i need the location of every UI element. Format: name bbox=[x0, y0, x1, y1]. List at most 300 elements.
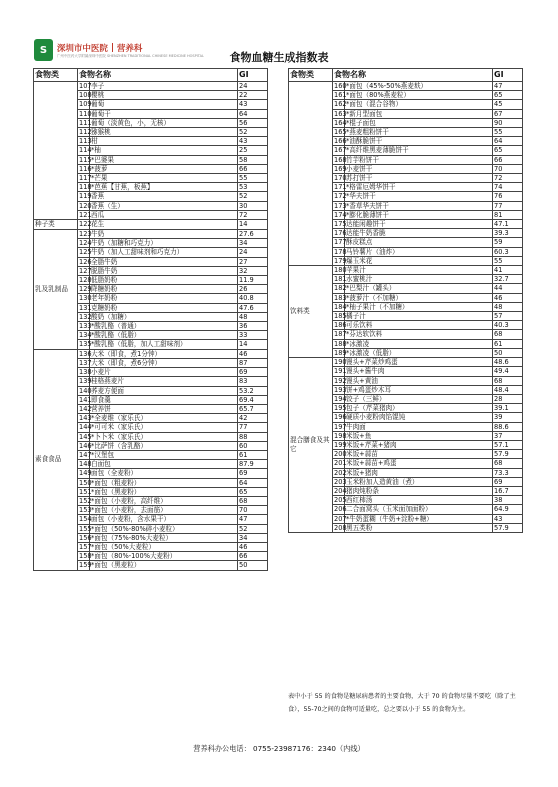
row-number-cell: 198 bbox=[334, 431, 347, 440]
food-name-cell: 牛肉面 bbox=[345, 422, 493, 431]
food-name-cell: *面包（小麦粉，高纤维） bbox=[90, 496, 238, 505]
food-name-cell: 西红柿汤 bbox=[345, 496, 493, 505]
food-name-cell: 包子（芹菜猪肉） bbox=[345, 404, 493, 413]
gi-value-cell: 47 bbox=[238, 515, 268, 524]
gi-value-cell: 48 bbox=[238, 312, 268, 321]
food-name-cell: 馒头+酱牛肉 bbox=[345, 367, 493, 376]
food-name-cell: 可乐饮料 bbox=[345, 321, 493, 330]
row-number-cell: 159 bbox=[79, 561, 92, 570]
row-number-cell: 192 bbox=[334, 376, 347, 385]
page-title: 食物血糖生成指数表 bbox=[229, 51, 329, 64]
row-number-cell: 176 bbox=[334, 229, 347, 238]
row-number-cell: 204 bbox=[334, 486, 347, 495]
row-number-cell: 110 bbox=[79, 109, 92, 118]
gi-value-cell: 33 bbox=[238, 331, 268, 340]
gi-value-cell: 87.9 bbox=[238, 460, 268, 469]
food-name-cell: 米饭+芹菜+猪肉 bbox=[345, 440, 493, 449]
column-header-gi: GI bbox=[493, 69, 523, 82]
food-name-cell: 老年奶粉 bbox=[90, 294, 238, 303]
food-name-cell: 全脂牛奶 bbox=[90, 257, 238, 266]
food-name-cell: 脱脂牛奶 bbox=[90, 266, 238, 275]
food-name-cell: *菠萝汁（不加糖） bbox=[345, 293, 493, 302]
food-name-cell: *高纤维黑麦薄脆饼干 bbox=[345, 146, 493, 155]
food-name-cell: 香蕉 bbox=[90, 192, 238, 201]
gi-value-cell: 64 bbox=[238, 109, 268, 118]
food-name-cell: 葡萄 bbox=[90, 100, 238, 109]
row-number-cell: 126 bbox=[79, 257, 92, 266]
food-name-cell: 苹果汁 bbox=[345, 266, 493, 275]
food-name-cell: 米饭+蒜苗 bbox=[345, 450, 493, 459]
row-number-cell: 111 bbox=[79, 118, 92, 127]
food-name-cell: 葡萄干 bbox=[90, 109, 238, 118]
food-name-cell: *柚 bbox=[90, 146, 238, 155]
food-category-cell bbox=[34, 82, 78, 220]
gi-value-cell: 57.1 bbox=[493, 440, 523, 449]
gi-value-cell: 69 bbox=[493, 477, 523, 486]
food-name-cell: 李子 bbox=[90, 82, 238, 91]
food-name-cell: 面包（小麦粉，含水果干） bbox=[90, 515, 238, 524]
gi-value-cell: 87 bbox=[238, 358, 268, 367]
row-number-cell: 172 bbox=[334, 192, 347, 201]
gi-value-cell: 56 bbox=[238, 118, 268, 127]
food-name-cell: 即食羹 bbox=[90, 395, 238, 404]
gi-value-cell: 37 bbox=[493, 431, 523, 440]
gi-value-cell: 47 bbox=[493, 82, 523, 91]
row-number-cell: 123 bbox=[79, 230, 92, 239]
row-number-cell: 182 bbox=[334, 284, 347, 293]
row-number-cell: 145 bbox=[79, 432, 92, 441]
table-header-row bbox=[34, 69, 268, 82]
hospital-name: 深圳市中医院 bbox=[56, 43, 108, 54]
row-number-cell: 141 bbox=[79, 395, 92, 404]
row-number-cell: 122 bbox=[79, 220, 92, 229]
table-row bbox=[34, 82, 268, 91]
row-number-cell: 129 bbox=[79, 285, 92, 294]
hospital-tagline: 广州中医药大学附属深圳中医院 SHENZHEN TRADITIONAL CHINESE MEDICINE HOSPITAL bbox=[56, 53, 204, 58]
table-row bbox=[289, 358, 523, 367]
row-number-cell: 188 bbox=[334, 339, 347, 348]
row-number-cell: 115 bbox=[79, 155, 92, 164]
food-name-cell: *面包（粗麦粉） bbox=[90, 478, 238, 487]
row-number-cell: 201 bbox=[334, 459, 347, 468]
gi-value-cell: 40.3 bbox=[493, 321, 523, 330]
row-number-cell: 133 bbox=[79, 322, 92, 331]
food-name-cell: 牛奶（加人工甜味剂和巧克力） bbox=[90, 248, 238, 257]
food-name-cell: 荞麦方便面 bbox=[90, 386, 238, 395]
gi-value-cell: 43 bbox=[238, 100, 268, 109]
food-name-cell: 猕猴桃 bbox=[90, 128, 238, 137]
row-number-cell: 178 bbox=[334, 247, 347, 256]
gi-value-cell: 65 bbox=[238, 487, 268, 496]
gi-value-cell: 26 bbox=[238, 285, 268, 294]
gi-value-cell: 68 bbox=[238, 496, 268, 505]
gi-value-cell: 57 bbox=[493, 312, 523, 321]
gi-value-cell: 44 bbox=[493, 284, 523, 293]
gi-value-cell: 77 bbox=[238, 423, 268, 432]
food-name-cell: 香蕉（生） bbox=[90, 201, 238, 210]
gi-value-cell: 88.6 bbox=[493, 422, 523, 431]
gi-value-cell: 55 bbox=[238, 174, 268, 183]
gi-value-cell: 43 bbox=[238, 137, 268, 146]
gi-value-cell: 40.8 bbox=[238, 294, 268, 303]
column-header-food-name: 食物名称 bbox=[78, 69, 238, 82]
row-number-cell: 112 bbox=[79, 128, 92, 137]
row-number-cell: 196 bbox=[334, 413, 347, 422]
table-header-row bbox=[289, 69, 523, 82]
gi-usage-note: 表中小于 55 的食物是糖尿病患者的主要食物，大于 70 的食物尽量不要吃（除了主食），55-70之间的食物可适量吃，总之要以小于 55 的食物为主。 bbox=[288, 693, 516, 713]
gi-value-cell: 42 bbox=[238, 414, 268, 423]
row-number-cell: 175 bbox=[334, 220, 347, 229]
gi-value-cell: 88 bbox=[238, 432, 268, 441]
food-name-cell: 爆玉米花 bbox=[345, 256, 493, 265]
food-name-cell: *芒果 bbox=[90, 174, 238, 183]
food-name-cell: 面包（全麦粉） bbox=[90, 469, 238, 478]
gi-value-cell: 70 bbox=[238, 506, 268, 515]
food-name-cell: 白面包 bbox=[90, 460, 238, 469]
food-name-cell: *菠萝 bbox=[90, 164, 238, 173]
gi-value-cell: 43 bbox=[493, 514, 523, 523]
gi-value-cell: 14 bbox=[238, 340, 268, 349]
row-number-cell: 189 bbox=[334, 348, 347, 357]
food-name-cell: *汉堡包 bbox=[90, 450, 238, 459]
column-header-gi: GI bbox=[238, 69, 268, 82]
gi-value-cell: 65 bbox=[493, 146, 523, 155]
gi-value-cell: 27.6 bbox=[238, 230, 268, 239]
gi-value-cell: 66 bbox=[493, 155, 523, 164]
column-header-food-name: 食物名称 bbox=[333, 69, 493, 82]
food-name-cell: *酸乳酪（低脂，加人工甜味剂） bbox=[90, 340, 238, 349]
table-row bbox=[34, 230, 268, 239]
row-number-cell: 113 bbox=[79, 137, 92, 146]
food-name-cell: 葡萄（淡黄色，小，无核） bbox=[90, 118, 238, 127]
row-number-cell: 148 bbox=[79, 460, 92, 469]
gi-value-cell: 57.9 bbox=[493, 523, 523, 532]
row-number-cell: 121 bbox=[79, 210, 92, 219]
gi-value-cell: 48.4 bbox=[493, 385, 523, 394]
table-row bbox=[34, 220, 268, 230]
row-number-cell: 119 bbox=[79, 192, 92, 201]
food-name-cell: 橘子汁 bbox=[345, 312, 493, 321]
row-number-cell: 208 bbox=[334, 523, 347, 532]
column-header-category: 食物类 bbox=[34, 69, 78, 82]
food-name-cell: *冰激凌（低脂） bbox=[345, 348, 493, 357]
gi-value-cell: 81 bbox=[493, 210, 523, 219]
gi-value-cell: 66 bbox=[238, 164, 268, 173]
row-number-cell: 162 bbox=[334, 100, 347, 109]
row-number-cell: 167 bbox=[334, 146, 347, 155]
gi-value-cell: 34 bbox=[238, 533, 268, 542]
row-number-cell: 108 bbox=[79, 91, 92, 100]
row-number-cell: 161 bbox=[334, 91, 347, 100]
food-name-cell: *全麦维（家乐氏） bbox=[90, 414, 238, 423]
food-name-cell: 大米（即食，煮6分钟） bbox=[90, 358, 238, 367]
gi-value-cell: 25 bbox=[238, 146, 268, 155]
row-number-cell: 160 bbox=[334, 82, 347, 90]
gi-value-cell: 27 bbox=[238, 257, 268, 266]
food-name-cell: *可可米（家乐氏） bbox=[90, 423, 238, 432]
gi-value-cell: 46 bbox=[238, 349, 268, 358]
food-name-cell: *冰激凌 bbox=[345, 339, 493, 348]
row-number-cell: 118 bbox=[79, 183, 92, 192]
table-row bbox=[34, 349, 268, 358]
food-name-cell: 米饭+猪肉 bbox=[345, 468, 493, 477]
gi-value-cell: 53.2 bbox=[238, 386, 268, 395]
food-name-cell: *面包（50%-80%碎小麦粒） bbox=[90, 524, 238, 533]
hospital-logo-icon: S bbox=[34, 39, 53, 61]
food-category-cell bbox=[289, 82, 333, 266]
food-name-cell: 黑五类粉 bbox=[345, 523, 493, 532]
row-number-cell: 177 bbox=[334, 238, 347, 247]
gi-value-cell: 77 bbox=[493, 201, 523, 210]
row-number-cell: 165 bbox=[334, 128, 347, 137]
gi-value-cell: 67 bbox=[493, 109, 523, 118]
row-number-cell: 199 bbox=[334, 440, 347, 449]
food-name-cell: 小麦饼干 bbox=[345, 164, 493, 173]
food-name-cell: *燕麦粗粉饼干 bbox=[345, 128, 493, 137]
gi-value-cell: 73.3 bbox=[493, 468, 523, 477]
row-number-cell: 157 bbox=[79, 542, 92, 551]
food-name-cell: 猪肉炖粉条 bbox=[345, 486, 493, 495]
gi-value-cell: 90 bbox=[493, 118, 523, 127]
food-name-cell: 竹芋粉饼干 bbox=[345, 155, 493, 164]
row-number-cell: 153 bbox=[79, 506, 92, 515]
gi-value-cell: 39.1 bbox=[493, 404, 523, 413]
food-name-cell: 达能牛奶香脆 bbox=[345, 229, 493, 238]
gi-value-cell: 66 bbox=[238, 552, 268, 561]
gi-value-cell: 60 bbox=[238, 441, 268, 450]
row-number-cell: 156 bbox=[79, 533, 92, 542]
gi-value-cell: 22 bbox=[238, 91, 268, 100]
food-name-cell: *芬达软饮料 bbox=[345, 330, 493, 339]
food-name-cell: *比萨饼（含乳酪） bbox=[90, 441, 238, 450]
food-name-cell: *华夫饼干 bbox=[345, 192, 493, 201]
row-number-cell: 171 bbox=[334, 183, 347, 192]
gi-value-cell: 68 bbox=[493, 330, 523, 339]
row-number-cell: 137 bbox=[79, 358, 92, 367]
gi-value-cell: 72 bbox=[238, 210, 268, 219]
food-name-cell: *牛奶蛋糊（牛奶+淀粉+糖） bbox=[345, 514, 493, 523]
gi-value-cell: 55 bbox=[493, 256, 523, 265]
row-number-cell: 166 bbox=[334, 137, 347, 146]
gi-value-cell: 45 bbox=[493, 100, 523, 109]
row-number-cell: 130 bbox=[79, 294, 92, 303]
row-number-cell: 179 bbox=[334, 256, 347, 265]
table-row bbox=[289, 266, 523, 275]
food-name-cell: 酥皮糕点 bbox=[345, 238, 493, 247]
gi-value-cell: 38 bbox=[493, 496, 523, 505]
row-number-cell: 131 bbox=[79, 303, 92, 312]
gi-value-cell: 48.6 bbox=[493, 358, 523, 367]
food-name-cell: *棍子面包 bbox=[345, 118, 493, 127]
food-name-cell: *巴梨汁（罐头） bbox=[345, 284, 493, 293]
food-name-cell: 花生 bbox=[90, 220, 238, 230]
food-name-cell: *酸乳酪（普通） bbox=[90, 322, 238, 331]
row-number-cell: 149 bbox=[79, 469, 92, 478]
row-number-cell: 183 bbox=[334, 293, 347, 302]
food-name-cell: *格雷厄姆华饼干 bbox=[345, 183, 493, 192]
food-name-cell: 二合面窝头（玉米面加面粉） bbox=[345, 505, 493, 514]
food-name-cell: *面包（混合谷物） bbox=[345, 100, 493, 109]
gi-value-cell: 30 bbox=[238, 201, 268, 210]
row-number-cell: 164 bbox=[334, 118, 347, 127]
row-number-cell: 169 bbox=[334, 164, 347, 173]
food-name-cell: 饼+鸡蛋炒木耳 bbox=[345, 385, 493, 394]
food-category-cell: 乳及乳制品 bbox=[34, 230, 78, 350]
row-number-cell: 203 bbox=[334, 477, 347, 486]
department-name: 营养科 bbox=[116, 43, 143, 54]
row-number-cell: 170 bbox=[334, 174, 347, 183]
row-number-cell: 191 bbox=[334, 367, 347, 376]
row-number-cell: 173 bbox=[334, 201, 347, 210]
row-number-cell: 143 bbox=[79, 414, 92, 423]
row-number-cell: 155 bbox=[79, 524, 92, 533]
row-number-cell: 127 bbox=[79, 266, 92, 275]
gi-value-cell: 74 bbox=[493, 183, 523, 192]
gi-value-cell: 64 bbox=[238, 478, 268, 487]
food-name-cell: 克糖奶粉 bbox=[90, 303, 238, 312]
food-name-cell: 低脂奶粉 bbox=[90, 276, 238, 285]
food-name-cell: *巴婆果 bbox=[90, 155, 238, 164]
food-name-cell: 馒头+黄油 bbox=[345, 376, 493, 385]
row-number-cell: 194 bbox=[334, 394, 347, 403]
row-number-cell: 184 bbox=[334, 302, 347, 311]
row-number-cell: 185 bbox=[334, 312, 347, 321]
gi-value-cell: 52 bbox=[238, 524, 268, 533]
food-name-cell: *面包（80%-100%大麦粉） bbox=[90, 552, 238, 561]
food-name-cell: 达能闲趣饼干 bbox=[345, 220, 493, 229]
row-number-cell: 197 bbox=[334, 422, 347, 431]
food-name-cell: 营养饼 bbox=[90, 404, 238, 413]
row-number-cell: 168 bbox=[334, 155, 347, 164]
row-number-cell: 147 bbox=[79, 450, 92, 459]
row-number-cell: 181 bbox=[334, 275, 347, 284]
row-number-cell: 163 bbox=[334, 109, 347, 118]
gi-value-cell: 32.7 bbox=[493, 275, 523, 284]
gi-table-left bbox=[33, 68, 268, 571]
food-name-cell: 酸奶（加糖） bbox=[90, 312, 238, 321]
office-phone-footer: 营养科办公电话： 0755-23987176：2340（内线） bbox=[193, 744, 365, 753]
gi-value-cell: 57.9 bbox=[493, 450, 523, 459]
food-name-cell: 馒头+芹菜炒鸡蛋 bbox=[345, 358, 493, 367]
gi-value-cell: 68 bbox=[493, 459, 523, 468]
food-name-cell: *香草华夫饼干 bbox=[345, 201, 493, 210]
row-number-cell: 114 bbox=[79, 146, 92, 155]
gi-value-cell: 46 bbox=[493, 293, 523, 302]
gi-value-cell: 59 bbox=[493, 238, 523, 247]
food-name-cell: *膨化脆薄饼干 bbox=[345, 210, 493, 219]
gi-value-cell: 65.7 bbox=[238, 404, 268, 413]
food-name-cell: *面包（黑麦粒） bbox=[90, 561, 238, 570]
food-name-cell: *面包（75%-80%大麦粒） bbox=[90, 533, 238, 542]
food-name-cell: 马铃薯片（油炸） bbox=[345, 247, 493, 256]
gi-table-right bbox=[288, 68, 523, 533]
row-number-cell: 117 bbox=[79, 174, 92, 183]
gi-value-cell: 52 bbox=[238, 128, 268, 137]
gi-value-cell: 47.1 bbox=[493, 220, 523, 229]
food-name-cell: 牛奶 bbox=[90, 230, 238, 239]
food-name-cell: 樱桃 bbox=[90, 91, 238, 100]
food-name-cell: *面包（50%大麦粒） bbox=[90, 542, 238, 551]
food-name-cell: 桂格燕麦片 bbox=[90, 377, 238, 386]
gi-value-cell: 24 bbox=[238, 82, 268, 91]
food-name-cell: 硬质小麦粉肉馅馄饨 bbox=[345, 413, 493, 422]
row-number-cell: 116 bbox=[79, 164, 92, 173]
gi-value-cell: 72 bbox=[493, 174, 523, 183]
row-number-cell: 207 bbox=[334, 514, 347, 523]
food-category-cell: 种子类 bbox=[34, 220, 78, 230]
gi-value-cell: 69.4 bbox=[238, 395, 268, 404]
row-number-cell: 107 bbox=[79, 82, 92, 90]
gi-value-cell: 55 bbox=[493, 128, 523, 137]
food-name-cell: 水蜜桃汁 bbox=[345, 275, 493, 284]
row-number-cell: 120 bbox=[79, 201, 92, 210]
food-name-cell: *面包（80%燕麦粒） bbox=[345, 91, 493, 100]
row-number-cell: 138 bbox=[79, 368, 92, 377]
gi-value-cell: 52 bbox=[238, 192, 268, 201]
row-number-cell: 144 bbox=[79, 423, 92, 432]
gi-value-cell: 50 bbox=[493, 348, 523, 357]
gi-value-cell: 68 bbox=[493, 376, 523, 385]
gi-value-cell: 49.4 bbox=[493, 367, 523, 376]
gi-value-cell: 64 bbox=[493, 137, 523, 146]
gi-value-cell: 11.9 bbox=[238, 276, 268, 285]
row-number-cell: 140 bbox=[79, 386, 92, 395]
gi-value-cell: 28 bbox=[493, 394, 523, 403]
row-number-cell: 190 bbox=[334, 358, 347, 367]
food-name-cell: 柑 bbox=[90, 137, 238, 146]
gi-value-cell: 76 bbox=[493, 192, 523, 201]
row-number-cell: 206 bbox=[334, 505, 347, 514]
food-name-cell: *面包（黑麦粉） bbox=[90, 487, 238, 496]
row-number-cell: 205 bbox=[334, 496, 347, 505]
food-name-cell: 玉米粉加人造黄油（煮） bbox=[345, 477, 493, 486]
gi-value-cell: 70 bbox=[493, 164, 523, 173]
row-number-cell: 200 bbox=[334, 450, 347, 459]
row-number-cell: 154 bbox=[79, 515, 92, 524]
gi-value-cell: 46 bbox=[238, 542, 268, 551]
row-number-cell: 152 bbox=[79, 496, 92, 505]
gi-value-cell: 39.3 bbox=[493, 229, 523, 238]
row-number-cell: 135 bbox=[79, 340, 92, 349]
food-name-cell: *酸乳酪（低脂） bbox=[90, 331, 238, 340]
gi-value-cell: 53 bbox=[238, 183, 268, 192]
food-name-cell: 西瓜 bbox=[90, 210, 238, 219]
row-number-cell: 151 bbox=[79, 487, 92, 496]
gi-value-cell: 60.3 bbox=[493, 247, 523, 256]
gi-value-cell: 69 bbox=[238, 368, 268, 377]
gi-value-cell: 64.9 bbox=[493, 505, 523, 514]
row-number-cell: 139 bbox=[79, 377, 92, 386]
food-name-cell: 苏打饼干 bbox=[345, 174, 493, 183]
food-name-cell: 饺子（三鲜） bbox=[345, 394, 493, 403]
gi-value-cell: 32 bbox=[238, 266, 268, 275]
row-number-cell: 195 bbox=[334, 404, 347, 413]
row-number-cell: 187 bbox=[334, 330, 347, 339]
gi-value-cell: 34 bbox=[238, 239, 268, 248]
row-number-cell: 132 bbox=[79, 312, 92, 321]
gi-value-cell: 39 bbox=[493, 413, 523, 422]
row-number-cell: 136 bbox=[79, 349, 92, 358]
row-number-cell: 128 bbox=[79, 276, 92, 285]
food-name-cell: 米饭+蒜苗+鸡蛋 bbox=[345, 459, 493, 468]
gi-value-cell: 24 bbox=[238, 248, 268, 257]
gi-value-cell: 61 bbox=[238, 450, 268, 459]
gi-value-cell: 83 bbox=[238, 377, 268, 386]
row-number-cell: 202 bbox=[334, 468, 347, 477]
gi-value-cell: 48 bbox=[493, 302, 523, 311]
food-category-cell: 素食食品 bbox=[34, 349, 78, 570]
row-number-cell: 125 bbox=[79, 248, 92, 257]
